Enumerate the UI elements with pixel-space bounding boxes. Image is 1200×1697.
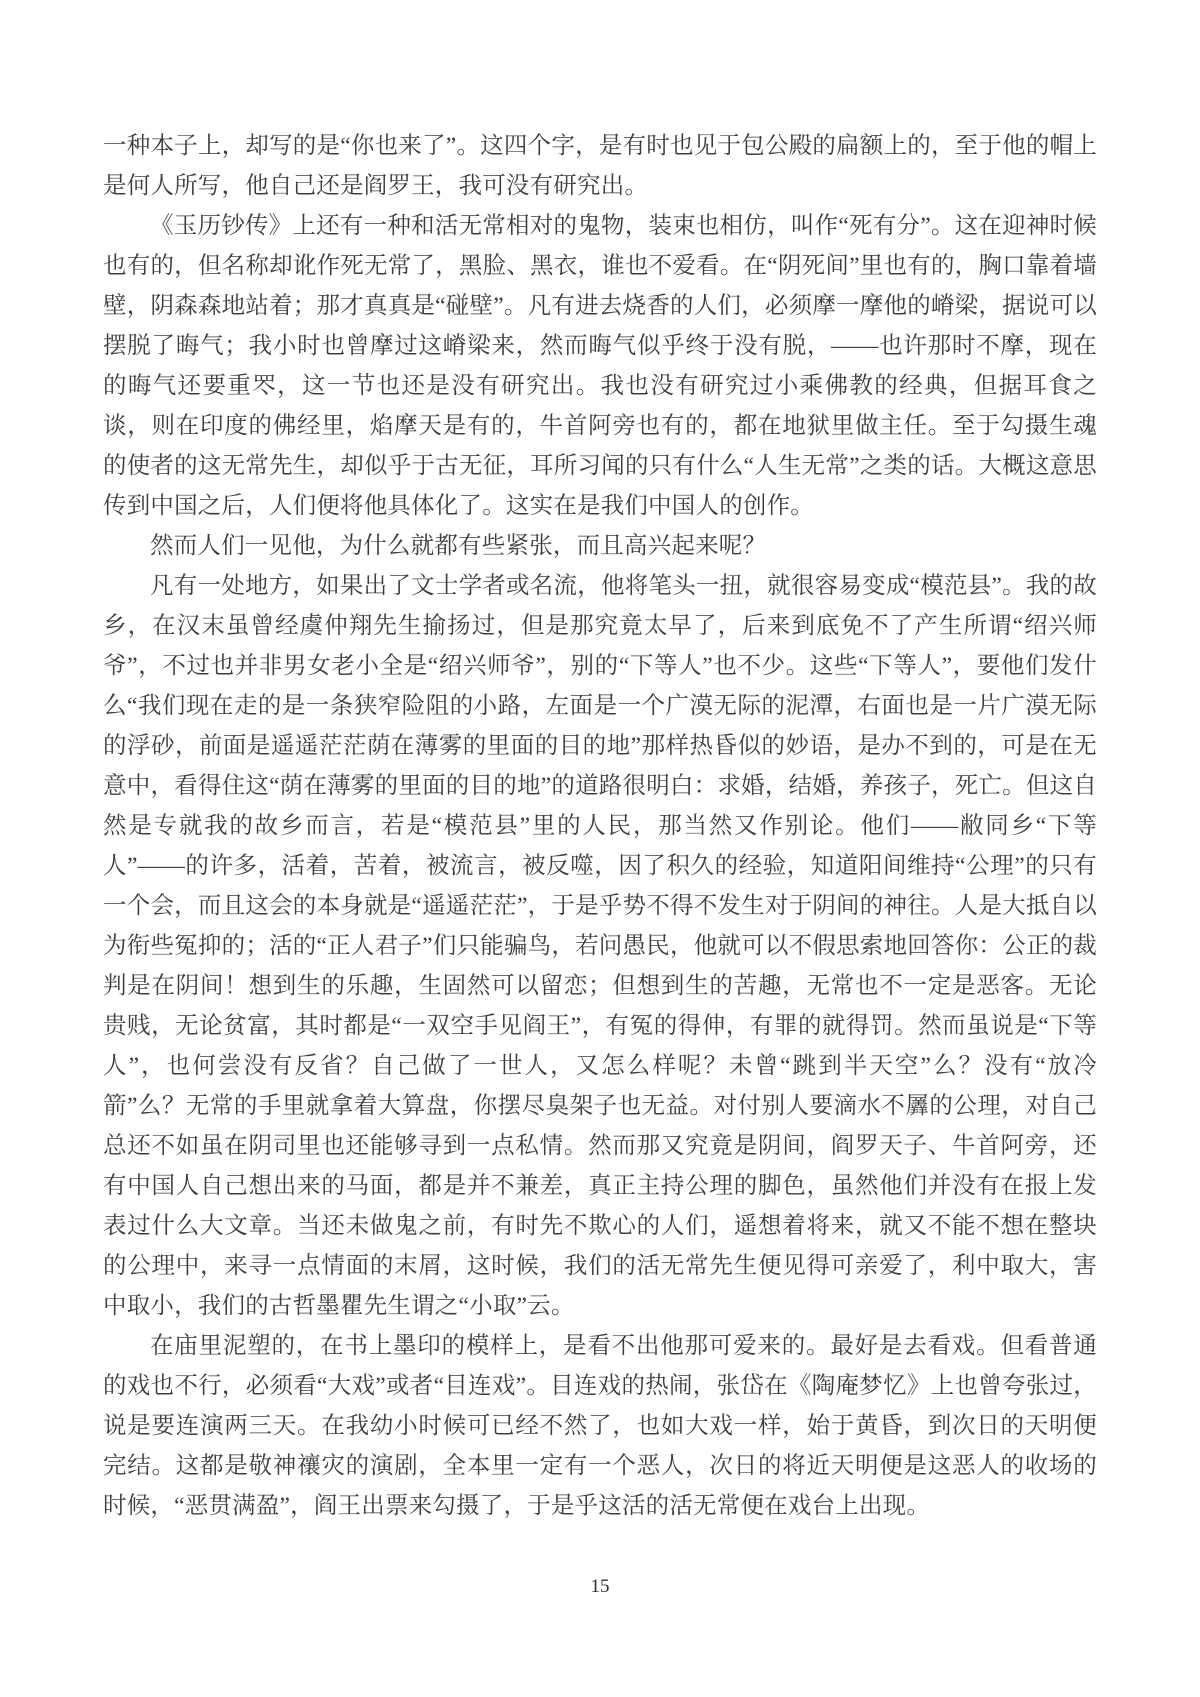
document-text <box>103 126 1097 1526</box>
paragraph: 在庙里泥塑的，在书上墨印的模样上，是看不出他那可爱来的。最好是去看戏。但看普通的戏也不行，必须看“大戏”或者“目连戏”。目连戏的热闹，张岱在《陶庵梦忆》上也曾夸张过，说是要连演两三天。在我幼小时候可已经不然了，也如大戏一样，始于黄昏，到次日的天明便完结。这都是敬神禳灾的演剧，全本里一定有一个恶人，次日的将近天明便是这恶人的收场的时候，“恶贯满盈”，阎王出票来勾摄了，于是乎这活的活无常便在戏台上出现。 <box>103 1333 1097 1519</box>
paragraph: 然而人们一见他，为什么就都有些紧张，而且高兴起来呢？ <box>150 533 767 559</box>
paragraph: 凡有一处地方，如果出了文士学者或名流，他将笔头一扭，就很容易变成“模范县”。我的故乡，在汉末虽曾经虞仲翔先生揄扬过，但是那究竟太早了，后来到底免不了产生所谓“绍兴师爷”，不过也并非男女老小全是“绍兴师爷”，别的“下等人”也不少。这些“下等人”，要他们发什么“我们现在走的是一条狭窄险阻的小路，左面是一个广漠无际的泥潭，右面也是一片广漠无际的浮砂，前面是遥遥茫茫荫在薄雾的里面的目的地”那样热昏似的妙语，是办不到的，可是在无意中，看得住这“荫在薄雾的里面的目的地”的道路很明白：求婚，结婚，养孩子，死亡。但这自然是专就我的故乡而言，若是“模范县”里的人民，那当然又作别论。他们——敝同乡“下等人”——的许多，活着，苦着，被流言，被反噬，因了积久的经验，知道阳间维持“公理”的只有一个会，而且这会的本身就是“遥遥茫茫”，于是乎势不得不发生对于阴间的神往。人是大抵自以为衔些冤抑的；活的“正人君子”们只能骗鸟，若问愚民，他就可以不假思索地回答你：公正的裁判是在阴间！想到生的乐趣，生固然可以留恋；但想到生的苦趣，无常也不一定是恶客。无论贵贱，无论贫富，其时都是“一双空手见阎王”，有冤的得伸，有罪的就得罚。然而虽说是“下等人”，也何尝没有反省？自己做了一世人，又怎么样呢？未曾“跳到半天空”么？没有“放冷箭”么？无常的手里就拿着大算盘，你摆尽臭架子也无益。对付别人要滴水不羼的公理，对自己总还不如虽在阴司里也还能够寻到一点私情。然而那又究竟是阴间，阎罗天子、牛首阿旁，还有中国人自己想出来的马面，都是并不兼差，真正主持公理的脚色，虽然他们并没有在报上发表过什么大文章。当还未做鬼之前，有时先不欺心的人们，遥想着将来，就又不能不想在整块的公理中，来寻一点情面的末屑，这时候，我们的活无常先生便见得可亲爱了，利中取大，害中取小，我们的古哲墨瞿先生谓之“小取”云。 <box>103 573 1097 1319</box>
paragraph: 《玉历钞传》上还有一种和活无常相对的鬼物，装束也相仿，叫作“死有分”。这在迎神时候也有的，但名称却讹作死无常了，黑脸、黑衣，谁也不爱看。在“阴死间”里也有的，胸口靠着墙壁，阴森森地站着；那才真真是“碰壁”。凡有进去烧香的人们，必须摩一摩他的嵴梁，据说可以摆脱了晦气；我小时也曾摩过这嵴梁来，然而晦气似乎终于没有脱，——也许那时不摩，现在的晦气还要重罖，这一节也还是没有研究出。我也没有研究过小乘佛教的经典，但据耳食之谈，则在印度的佛经里，焰摩天是有的，牛首阿旁也有的，都在地狱里做主任。至于勾摄生魂的使者的这无常先生，却似乎于古无征，耳所习闻的只有什么“人生无常”之类的话。大概这意思传到中国之后，人们便将他具体化了。这实在是我们中国人的创作。 <box>103 213 1097 519</box>
paragraph: 一种本子上，却写的是“你也来了”。这四个字，是有时也见于包公殿的扁额上的，至于他的帽上是何人所写，他自己还是阎罗王，我可没有研究出。 <box>103 133 1097 199</box>
page-number: 15 <box>590 1576 610 1597</box>
